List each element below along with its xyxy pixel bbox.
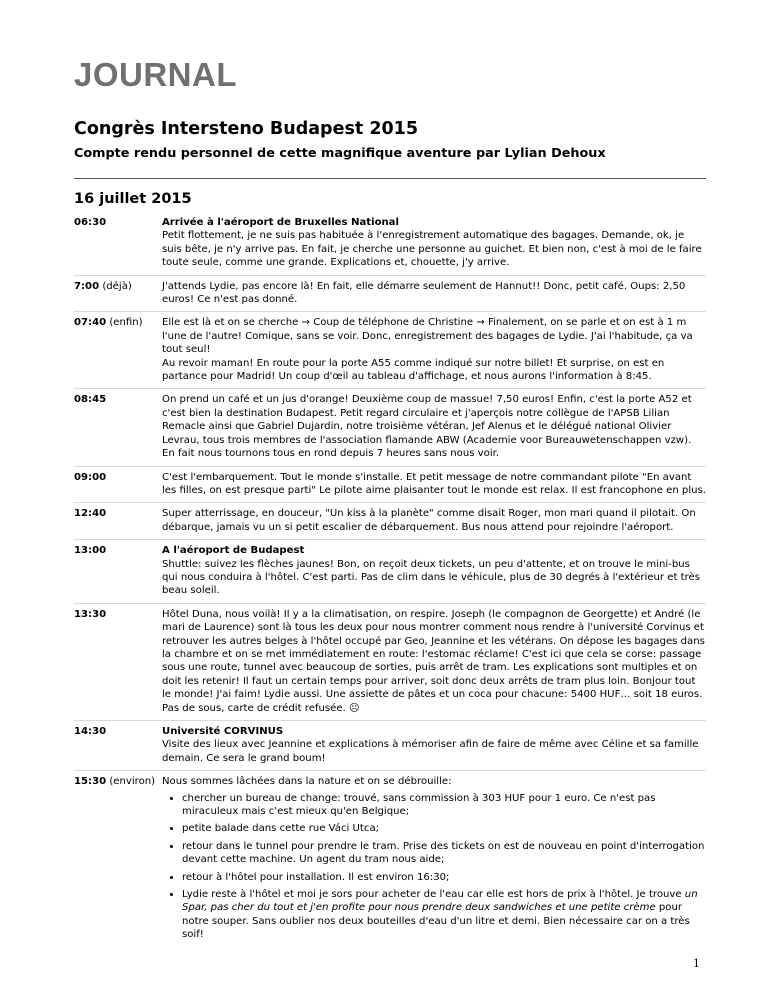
entry-time: 13:30 xyxy=(74,603,162,720)
entry-time: 14:30 xyxy=(74,721,162,771)
entry-body xyxy=(162,275,706,312)
entry-body xyxy=(162,312,706,389)
entry-text: On prend un café et un jus d'orange! Deuxième coup de massue! 7,50 euros! Enfin, c'est la porte A52 et c'est bien la destination Budapest. Petit regard circulaire et j'aperçois notre collègue de l'APSB Lilian Remacle ainsi que Gabriel Dujardin, notre troisième vétéran, Jef Alenus et le délégué national Olivier Levrau, tous trois membres de l'association flamande ABW (Academie voor Bureauwetenschappen vzw). En fait nous tournons tous en rond depuis 7 heures sans nous voir. xyxy=(162,394,692,460)
header-divider xyxy=(74,178,706,179)
entry-text: Nous sommes lâchées dans la nature et on se débrouille: xyxy=(162,776,452,788)
entry-text: J'attends Lydie, pas encore là! En fait, elle démarre seulement de Hannut!! Donc, petit café. Oups: 2,50 euros! Ce n'est pas donné. xyxy=(162,280,686,306)
journal-log-table xyxy=(74,216,706,946)
entry-heading: Arrivée à l'aéroport de Bruxelles National xyxy=(162,217,399,228)
entry-row xyxy=(74,389,706,466)
entry-time: 07:40 (enfin) xyxy=(74,312,162,389)
entry-body xyxy=(162,503,706,540)
entry-row xyxy=(74,603,706,720)
entry-row xyxy=(74,216,706,275)
list-item: • chercher un bureau de change: trouvé, sans commission à 303 HUF pour 1 euro. Ce n'est pas miraculeux mais c'est mieux qu'en Belgique; xyxy=(182,792,706,819)
entry-heading: A l'aéroport de Budapest xyxy=(162,545,305,557)
conference-title: Congrès Intersteno Budapest 2015 xyxy=(74,119,419,139)
entry-heading: Université CORVINUS xyxy=(162,726,284,737)
entry-text-continued: Au revoir maman! En route pour la porte A55 comme indiqué sur notre billet! Et surprise, on est en partance pour Madrid! Un coup d'œil au tableau d'affichage, et nous aurons l'information à 8:45. xyxy=(162,357,665,383)
entry-text: Super atterrissage, en douceur, "Un kiss à la planète" comme disait Roger, mon mari quand il pilotait. On débarque, jamais vu un si petit escalier de débarquement. Bus nous attend pour rejoindre l'aéroport. xyxy=(162,508,696,533)
entry-row xyxy=(74,503,706,540)
entry-row xyxy=(74,275,706,312)
entry-time: 7:00 (déjà) xyxy=(74,275,162,312)
report-subtitle: Compte rendu personnel de cette magnifique aventure par Lylian Dehoux xyxy=(74,146,606,161)
entry-row xyxy=(74,312,706,389)
entry-body xyxy=(162,721,706,771)
journal-date: 16 juillet 2015 xyxy=(74,191,192,207)
entry-body xyxy=(162,540,706,604)
task-list xyxy=(162,792,706,942)
entry-time: 12:40 xyxy=(74,503,162,540)
entry-body xyxy=(162,603,706,720)
entry-body xyxy=(162,389,706,466)
list-item: • retour à l'hôtel pour installation. Il est environ 16:30; xyxy=(182,871,706,884)
entry-body xyxy=(162,771,706,946)
entry-time: 13:00 xyxy=(74,540,162,604)
entry-time: 09:00 xyxy=(74,466,162,503)
journal-title: JOURNAL xyxy=(74,56,238,93)
entry-text: Shuttle: suivez les flèches jaunes! Bon, on reçoit deux tickets, un peu d'attente, et on trouve le mini-bus qui nous conduira à l'hôtel. C'est parti. Pas de clim dans le véhicule, plus de 30 degrés à l'extérieur et très beau soleil. xyxy=(162,558,700,597)
italic-text: un Spar, pas cher du tout et j'en profite pour nous prendre deux sandwiches et une petite crème xyxy=(182,889,698,914)
entry-time: 08:45 xyxy=(74,389,162,466)
list-item: • petite balade dans cette rue Váci Utca; xyxy=(182,822,706,835)
entry-text: Visite des lieux avec Jeannine et explications à mémoriser afin de faire de même avec Céline et sa famille demain. Ce sera le grand boum! xyxy=(162,739,699,764)
entry-text: Elle est là et on se cherche → Coup de téléphone de Christine → Finalement, on se parle et on est à 1 m l'une de l'autre! Comique, sans se voir. Donc, enregistrement des bagages de Lydie. J'ai l'habitude, ça va tout seul! xyxy=(162,317,693,356)
entry-row xyxy=(74,721,706,771)
entry-text: Petit flottement, je ne suis pas habituée à l'enregistrement automatique des bagages. Demande, ok, je suis bête, je n'y arrive pas. En fait, je cherche une personne au guichet. Et bien non, c'est à moi de le faire toute seule, comme une grande. Explications et, chouette, j'y arrive. xyxy=(162,230,702,269)
entry-text: C'est l'embarquement. Tout le monde s'installe. Et petit message de notre commandant pilote "En avant les filles, on est presque parti" Le pilote aime plaisanter tout le monde est relax. Il est francophone en plus. xyxy=(162,471,707,496)
list-item: • retour dans le tunnel pour prendre le tram. Prise des tickets on est de nouveau en point d'interrogation devant cette machine. Un agent du tram nous aide; xyxy=(182,840,706,867)
entry-row xyxy=(74,771,706,946)
entry-row xyxy=(74,540,706,604)
list-item: • Lydie reste à l'hôtel et moi je sors pour acheter de l'eau car elle est hors de prix à l'hôtel. Je trouve un Spar, pas cher du tout et j'en profite pour nous prendre deux sandwiches et une petite crème pour notre souper. Sans oublier nos deux bouteilles d'eau d'un litre et demi. Bien nécessaire car on a très soif! xyxy=(182,888,706,942)
entry-time: 06:30 xyxy=(74,216,162,275)
entry-row xyxy=(74,466,706,503)
page-number: 1 xyxy=(693,955,700,970)
entry-text: Hôtel Duna, nous voilà! Il y a la climatisation, on respire. Joseph (le compagnon de Georgette) et André (le mari de Laurence) sont là tous les deux pour nous montrer comment nous rendre à l'université Corvinus et retrouver les autres belges à l'hôtel occupé par Geo, Jeannine et les vétérans. On dépose les bagages dans la chambre et on se met immédiatement en route: l'estomac réclame! C'est ici que cela se corse: passage sous une route, tunnel avec beaucoup de sorties, puis arrêt de tram. Les explications sont multiples et on doit les retenir! Il faut un certain temps pour arriver, soit donc deux arrêts de tram plus loin. Bonjour tout le monde! J'ai faim! Lydie aussi. Une assiette de pâtes et un coca pour chacune: 5400 HUF… soit 18 euros. Pas de sous, carte de crédit refusée. ☹ xyxy=(162,608,705,714)
entry-body xyxy=(162,216,706,275)
entry-body xyxy=(162,466,706,503)
entry-time: 15:30 (environ) xyxy=(74,776,156,788)
